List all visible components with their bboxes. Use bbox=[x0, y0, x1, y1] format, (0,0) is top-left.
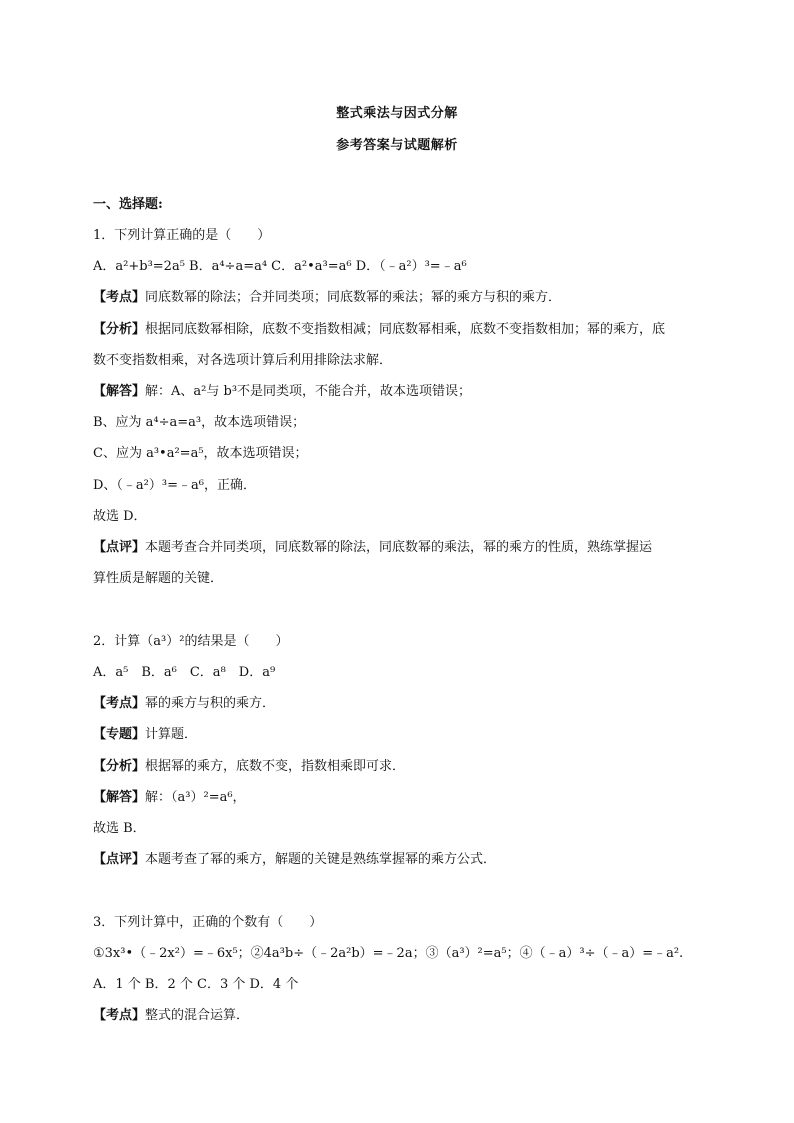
q1-stem: 1．下列计算正确的是（ ） bbox=[93, 228, 271, 243]
q1-options: A．a²+b³=2a⁵ B．a⁴÷a=a⁴ C．a²•a³=a⁶ D．（﹣a²）³=﹣a⁶ bbox=[93, 259, 467, 274]
q2-fenxi-tag: 【分析】 bbox=[93, 759, 146, 774]
document-title: 整式乘法与因式分解 bbox=[336, 106, 458, 121]
q3-options: A．1 个 B．2 个 C．3 个 D．4 个 bbox=[93, 977, 299, 992]
q2-zhuanti-tag: 【专题】 bbox=[93, 727, 146, 742]
q2-jieda bbox=[93, 790, 713, 806]
document-subtitle: 参考答案与试题解析 bbox=[336, 138, 458, 153]
q2-dianping bbox=[93, 852, 713, 868]
q1-answer: 故选 D． bbox=[93, 509, 147, 524]
q1-fenxi-line2: 数不变指数相乘，对各选项计算后利用排除法求解． bbox=[93, 353, 393, 368]
q2-jieda-tag: 【解答】 bbox=[93, 790, 146, 805]
q2-zhuanti-text: 计算题． bbox=[145, 727, 198, 742]
q1-kaodian bbox=[93, 290, 713, 306]
q1-jieda-text1: 解：A、a²与 b³不是同类项，不能合并，故本选项错误； bbox=[145, 384, 472, 399]
q2-zhuanti bbox=[93, 727, 713, 743]
q1-kaodian-text: 同底数幂的除法；合并同类项；同底数幂的乘法；幂的乘方与积的乘方． bbox=[145, 290, 562, 305]
q1-dianping-text1: 本题考查合并同类项，同底数幂的除法，同底数幂的乘法，幂的乘方的性质，熟练掌握运 bbox=[145, 540, 653, 555]
q3-kaodian bbox=[93, 1008, 713, 1024]
q1-dianping-line2: 算性质是解题的关键． bbox=[93, 571, 224, 586]
q2-jieda-text: 解：（a³）²=a⁶， bbox=[145, 790, 246, 805]
q3-kaodian-tag: 【考点】 bbox=[93, 1008, 146, 1023]
q1-jieda-line3: C、应为 a³•a²=a⁵，故本选项错误； bbox=[93, 446, 308, 461]
q2-kaodian-tag: 【考点】 bbox=[93, 696, 146, 711]
q2-answer: 故选 B． bbox=[93, 821, 146, 836]
q1-jieda-line1 bbox=[93, 384, 713, 400]
q1-jieda-tag: 【解答】 bbox=[93, 384, 146, 399]
q1-fenxi-tag: 【分析】 bbox=[93, 322, 146, 337]
q1-jieda-line4: D、（﹣a²）³=﹣a⁶，正确． bbox=[93, 478, 256, 493]
q1-dianping-line1 bbox=[93, 540, 713, 556]
q3-kaodian-text: 整式的混合运算． bbox=[145, 1008, 250, 1023]
q2-stem: 2．计算（a³）²的结果是（ ） bbox=[93, 634, 289, 649]
q1-kaodian-tag: 【考点】 bbox=[93, 290, 146, 305]
q1-fenxi-text1: 根据同底数幂相除，底数不变指数相减；同底数幂相乘，底数不变指数相加；幂的乘方，底 bbox=[145, 322, 666, 337]
q2-fenxi-text: 根据幂的乘方，底数不变，指数相乘即可求． bbox=[145, 759, 406, 774]
q2-dianping-tag: 【点评】 bbox=[93, 852, 146, 867]
q3-items: ①3x³•（﹣2x²）=﹣6x⁵；②4a³b÷（﹣2a²b）=﹣2a；③（a³）²=a⁵；④（﹣a）³÷（﹣a）=﹣a². bbox=[93, 946, 684, 961]
q1-dianping-tag: 【点评】 bbox=[93, 540, 146, 555]
section-heading: 一、选择题: bbox=[93, 197, 163, 212]
q2-kaodian-text: 幂的乘方与积的乘方． bbox=[145, 696, 276, 711]
q1-fenxi-line1 bbox=[93, 322, 713, 338]
q1-jieda-line2: B、应为 a⁴÷a=a³，故本选项错误； bbox=[93, 415, 306, 430]
q2-options: A．a⁵ B．a⁶ C．a⁸ D．a⁹ bbox=[93, 665, 276, 680]
q2-kaodian bbox=[93, 696, 713, 712]
q2-fenxi bbox=[93, 759, 713, 775]
q3-stem: 3．下列计算中，正确的个数有（ ） bbox=[93, 915, 323, 930]
q2-dianping-text: 本题考查了幂的乘方，解题的关键是熟练掌握幂的乘方公式． bbox=[145, 852, 497, 867]
